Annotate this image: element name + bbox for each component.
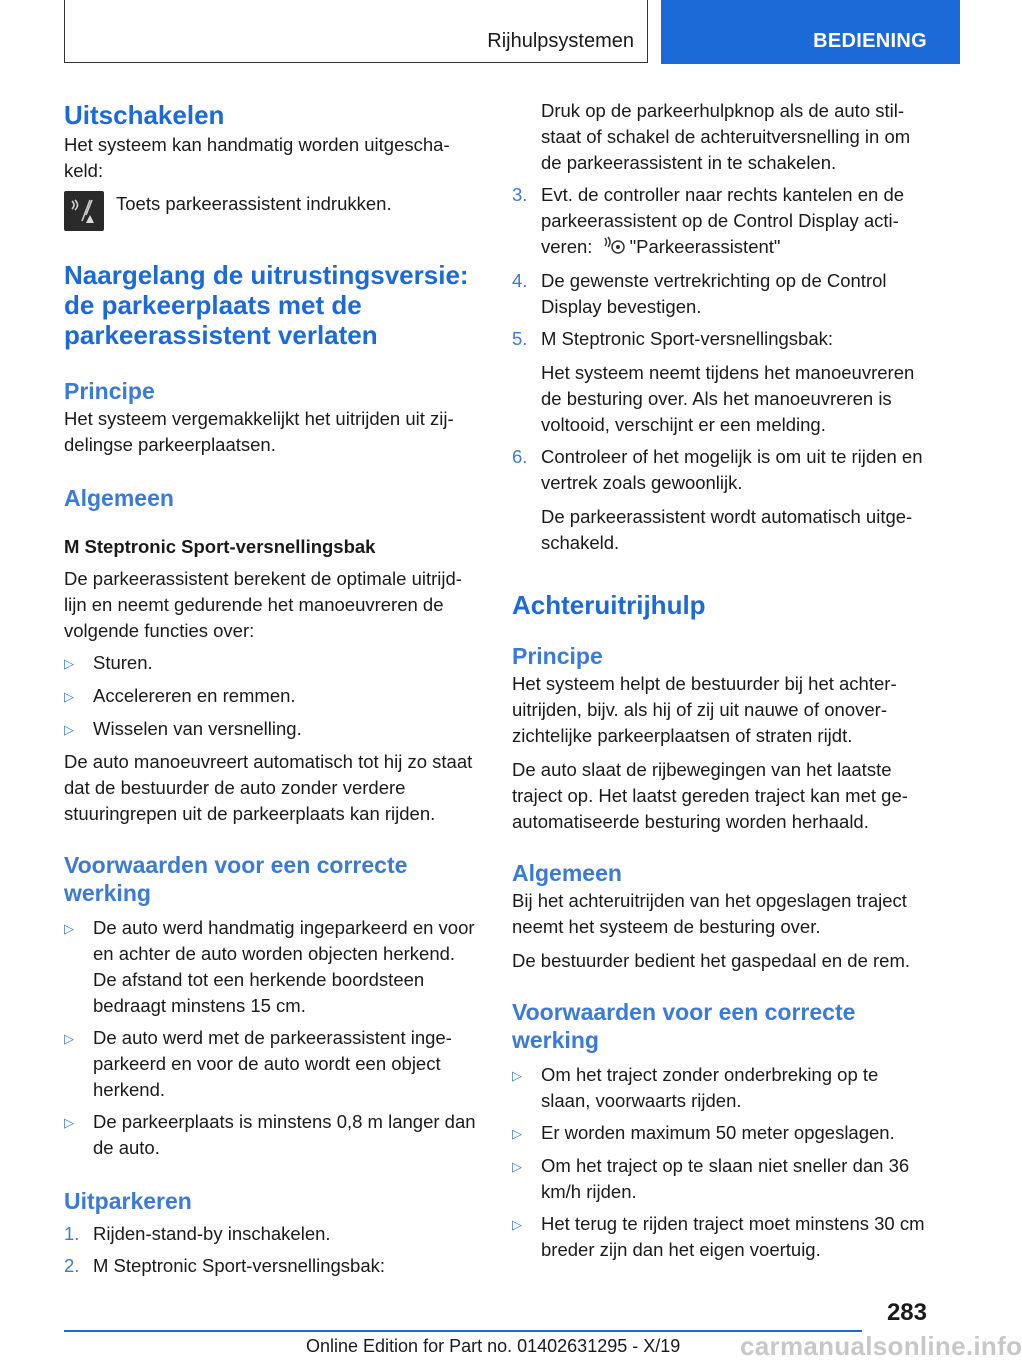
step-item: 2. M Steptronic Sport-versnellingsbak: [64,1255,386,1276]
paragraph: Het systeem kan handmatig worden uitgeschakeld: [64,134,450,181]
bullet-icon: ▷ [64,1031,74,1046]
list-item: ▷ Accelereren en remmen. [64,683,478,710]
bullet-icon: ▷ [512,1216,522,1232]
step6-continuation: De parkeerassistent wordt automatisch uitgeschakeld. [541,505,913,553]
bullet-icon: ▷ [64,921,74,936]
list-item: ▷ De auto werd handmatig ingeparkeerd en voor en achter de auto worden objecten herkend. De afstand tot een herkende boordsteen bedraagt minstens 15 cm. [64,915,478,1019]
step-item: 1. Rijden-stand-by inschakelen. [64,1223,331,1244]
heading-voorwaarden: Voorwaarden voor een correcte werking [64,852,408,906]
park-assist-menu-icon [602,235,626,262]
list-item: ▷ De parkeerplaats is minstens 0,8 m langer dan de auto. [64,1109,478,1161]
list-item: ▷ Sturen. [64,650,478,677]
paragraph: De auto slaat de rijbewegingen van het laatste traject op. Het laatst gereden traject kan met geautomatiseerde besturing worden herhaald. [512,758,908,832]
watermark: carmanualsonline.info [740,1331,1022,1361]
step-item: 6. Controleer of het mogelijk is om uit te rijden en vertrek zoals gewoonlijk. [512,445,923,493]
heading-principe: Principe [64,378,155,404]
heading-algemeen: Algemeen [64,485,174,511]
heading-voorwaarden: Voorwaarden voor een correcte werking [512,998,856,1053]
step2-continuation: Druk op de parkeerhulpknop als de auto stilstaat of schakel de achteruitversnelling in om de parkeerassistent in te schakelen. [541,100,911,173]
list-item: ▷ De auto werd met de parkeerassistent ingeparkeerd en voor de auto wordt een object herkend. [64,1025,478,1103]
page-number: 283 [886,1299,927,1326]
list-item: ▷ Om het traject zonder onderbreking op te slaan, voorwaarts rijden. [512,1062,932,1114]
steps-list [64,1221,478,1279]
bullet-icon: ▷ [64,689,74,704]
paragraph: De auto manoeuvreert automatisch tot hij zo staat dat de bestuurder de auto zonder verdere stuuringrepen uit de parkeerplaats kan rijden. [64,751,473,824]
conditions-list [64,915,478,1161]
step-item: 4. De gewenste vertrekrichting op de Control Display bevestigen. [512,269,887,317]
chapter-tab[interactable]: BEDIENING [661,0,960,64]
paragraph: Bij het achteruitrijden van het opgeslagen traject neemt het systeem de besturing over. [512,889,907,937]
icon-instruction [64,191,478,231]
bullet-icon: ▷ [64,722,74,737]
bullet-icon: ▷ [64,1115,74,1130]
bullet-icon: ▷ [512,1067,522,1083]
function-list [64,650,478,743]
icon-instruction-text: Toets parkeerassistent indrukken. [116,193,392,214]
park-assist-button-icon [64,191,104,231]
heading-uitparkeren: Uitparkeren [64,1188,192,1214]
section-title: Rijhulpsystemen [487,30,634,52]
bullet-icon: ▷ [64,656,74,671]
list-item: ▷ Er worden maximum 50 meter opgeslagen. [512,1120,932,1147]
heading-algemeen: Algemeen [512,859,622,886]
heading-achteruitrijhulp: Achteruitrijhulp [512,589,706,620]
steps-list-continued [512,182,932,352]
paragraph: Het systeem helpt de bestuurder bij het achteruitrijden, bijv. als hij of zij uit nauwe of onoverzichtelijke parkeerplaatsen of straten rijdt. [512,672,897,746]
step-item: 5. M Steptronic Sport-versnellingsbak: [512,327,834,349]
heading-principe: Principe [512,642,603,669]
list-item: ▷ Het terug te rijden traject moet minstens 30 cm breder zijn dan het eigen voertuig. [512,1211,932,1263]
left-column [64,100,478,1279]
paragraph: De parkeerassistent berekent de optimale uitrijdlijn en neemt gedurende het manoeuvreren de volgende functies over: [64,568,462,641]
heading-naargelang: Naargelang de uitrustingsversie: de parkeerplaats met de parkeerassistent verlaten [64,260,469,350]
heading-uitschakelen: Uitschakelen [64,100,225,130]
list-item: ▷ Om het traject op te slaan niet sneller dan 36 km/h rijden. [512,1153,932,1205]
steps-list-continued [512,444,932,496]
edition-text: Online Edition for Part no. 01402631295 - X/19 [306,1336,681,1356]
step5-continuation: Het systeem neemt tijdens het manoeuvreren de besturing over. Als het manoeuvreren is voltooid, verschijnt er een melding. [541,361,915,435]
list-item: ▷ Wisselen van versnelling. [64,716,478,743]
step-item: 3. Evt. de controller naar rechts kantelen en de parkeerassistent op de Control Display activeren: "Parkeerassistent" [512,182,932,262]
subheading-steptronic: M Steptronic Sport-versnellingsbak [64,536,376,557]
bullet-icon: ▷ [512,1158,522,1174]
bullet-icon: ▷ [512,1125,522,1141]
right-column [512,98,932,1263]
paragraph: De bestuurder bedient het gaspedaal en de rem. [512,949,911,971]
conditions-list [512,1062,932,1263]
paragraph: Het systeem vergemakkelijkt het uitrijden uit zijdelingse parkeerplaatsen. [64,408,454,455]
